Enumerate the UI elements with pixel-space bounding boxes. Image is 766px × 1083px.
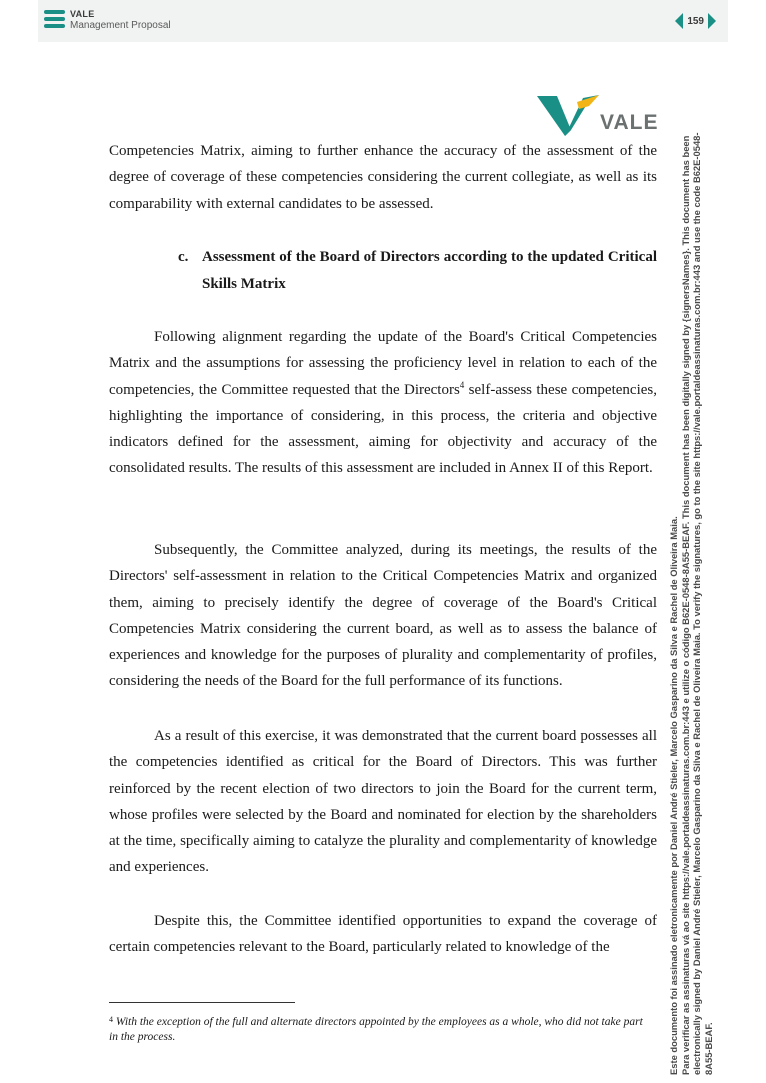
paragraph-2 (109, 324, 657, 482)
paragraph-5: Despite this, the Committee identified opportunities to expand the coverage of certain competencies relevant to the Board, particularly related to knowledge of the (109, 913, 657, 956)
menu-icon[interactable] (44, 10, 65, 28)
footnote-number: 4 (109, 1015, 113, 1024)
page-navigator (675, 12, 716, 30)
logo-wordmark: VALE (600, 111, 659, 134)
paragraph-4: As a result of this exercise, it was demonstrated that the current board possesses all the competencies identified as critical for the Board of Directors. This was further reinforced by the recent election of two directors to join the Board for the current term, whose profiles were selected by the Board and nominated for election by the shareholders at the time, specifically aiming to catalyze the plurality and complementarity of knowledge and experiences. (109, 728, 657, 876)
signature-notice-line-2: Para verificar as assinaturas vá ao site https://vale.portaldeassinaturas.com.br:443 e utilize o código B62E-0548-8A55-BEAF. This document has been digitally signed by {signersNames}. This document has been (679, 135, 691, 1075)
footnote (109, 1012, 649, 1045)
section-heading (178, 244, 657, 298)
signature-notice-line-1: Este documento foi assinado eletronicamente por Daniel André Stieler, Marcelo Gasparino da Silva e Rachel de Oliveira Maia. (668, 516, 679, 1075)
paragraph-2-text-b: self-assess these competencies, highlighting the importance of considering, in this process, the criteria and objective indicators defined for the assessment, aiming for objectivity and accuracy of the consolidated results. The results of this assessment are included in Annex II of this Report. (109, 381, 657, 477)
paragraph-1: Competencies Matrix, aiming to further enhance the accuracy of the assessment of the degree of coverage of these competencies considering the current collegiate, as well as its comparability with external candidates to be assessed. (109, 143, 657, 212)
heading-marker: c. (178, 249, 189, 265)
paragraph-3: Subsequently, the Committee analyzed, during its meetings, the results of the Directors' self-assessment in relation to the Critical Competencies Matrix and organized them, aiming to precisely identify the degree of coverage of the Board's Critical Competencies Matrix considering the current board, as well as to assess the balance of experiences and knowledge for the purposes of plurality and complementarity of profiles, considering the needs of the Board for the full performance of its functions. (109, 542, 657, 690)
footnote-text: With the exception of the full and alternate directors appointed by the employees as a whole, who did not take part in the process. (109, 1016, 643, 1043)
signature-notice-line-4: 8A55-BEAF. (702, 1022, 714, 1075)
page-number: 159 (687, 15, 704, 27)
footnote-reference[interactable]: 4 (459, 379, 465, 390)
paragraph-2-text-a: Following alignment regarding the update of the Board's Critical Competencies Matrix and the assumptions for assessing the proficiency level in relation to each of the competencies, the Committee requested that the Directors (109, 329, 657, 398)
document-subtitle: Management Proposal (70, 20, 171, 31)
signature-notice-line-3: electronically signed by Daniel André Stieler, Marcelo Gasparino da Silva e Rachel de Oliveira Maia. To verify the signatures, go to the site https://vale.portaldeassinaturas.com.br:443 and use the code B62E-0548- (691, 132, 702, 1075)
top-bar (38, 0, 728, 42)
footnote-divider (109, 1002, 295, 1003)
heading-text: Assessment of the Board of Directors according to the updated Critical Skills Matrix (202, 249, 657, 292)
brand-name: VALE (70, 9, 95, 19)
next-page-icon[interactable] (708, 13, 716, 29)
previous-page-icon[interactable] (675, 13, 683, 29)
signature-notice (668, 90, 714, 1075)
